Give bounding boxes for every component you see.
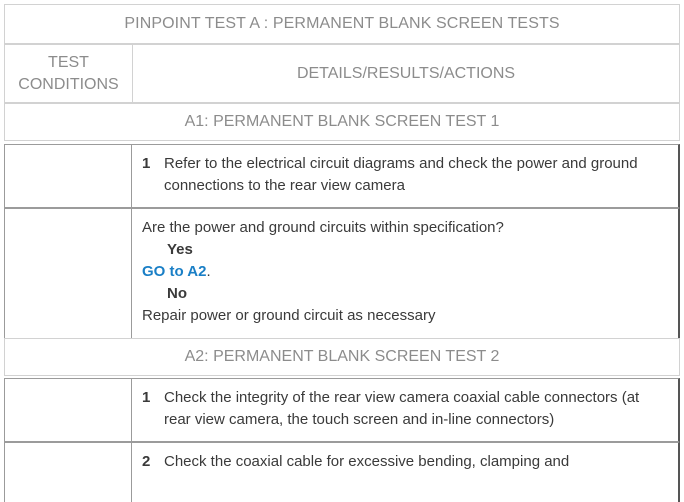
table-row <box>4 144 680 208</box>
section-a1-header <box>4 103 680 141</box>
step-item <box>142 153 668 197</box>
step-number: 2 <box>142 453 151 470</box>
details-cell <box>132 443 678 502</box>
details-cell <box>132 209 678 339</box>
test-conditions-cell <box>5 209 132 339</box>
header-test-conditions <box>5 45 133 102</box>
step-item <box>142 387 668 431</box>
details-cell <box>132 145 678 207</box>
header-col1-line2: CONDITIONS <box>18 75 119 93</box>
section-a2-header <box>4 338 680 376</box>
table-header-row <box>4 44 680 103</box>
test-conditions-cell <box>5 145 132 207</box>
go-to-a2-link[interactable]: GO to A2 <box>142 263 207 280</box>
table-title-text: PINPOINT TEST A : PERMANENT BLANK SCREEN TESTS <box>124 15 560 32</box>
step-text: Refer to the electrical circuit diagrams and check the power and ground connections to the rear view camera <box>164 155 638 194</box>
header-col1-line1: TEST <box>48 53 89 71</box>
no-action: Repair power or ground circuit as necessary <box>142 307 436 324</box>
step-text: Check the integrity of the rear view camera coaxial cable connectors (at rear view camera, the touch screen and in-line connectors) <box>164 389 640 428</box>
step-text: Check the coaxial cable for excessive bending, clamping and <box>164 453 570 470</box>
details-cell <box>132 379 678 441</box>
question-text: Are the power and ground circuits within specification? <box>142 219 504 236</box>
table-row <box>4 378 680 442</box>
section-a2-title: A2: PERMANENT BLANK SCREEN TEST 2 <box>184 348 500 365</box>
test-conditions-cell <box>5 379 132 441</box>
table-row <box>4 208 680 340</box>
table-title <box>4 4 680 44</box>
yes-action-suffix: . <box>206 263 211 280</box>
step-number: 1 <box>142 155 151 172</box>
test-conditions-cell <box>5 443 132 502</box>
header-col2-text: DETAILS/RESULTS/ACTIONS <box>296 64 516 82</box>
yes-label: Yes <box>167 241 193 258</box>
table-row <box>4 442 680 502</box>
step-item <box>142 451 668 473</box>
header-details <box>133 45 679 102</box>
yes-action <box>142 261 668 283</box>
section-a1-title: A1: PERMANENT BLANK SCREEN TEST 1 <box>184 113 500 130</box>
no-label: No <box>167 285 187 302</box>
step-number: 1 <box>142 389 151 406</box>
